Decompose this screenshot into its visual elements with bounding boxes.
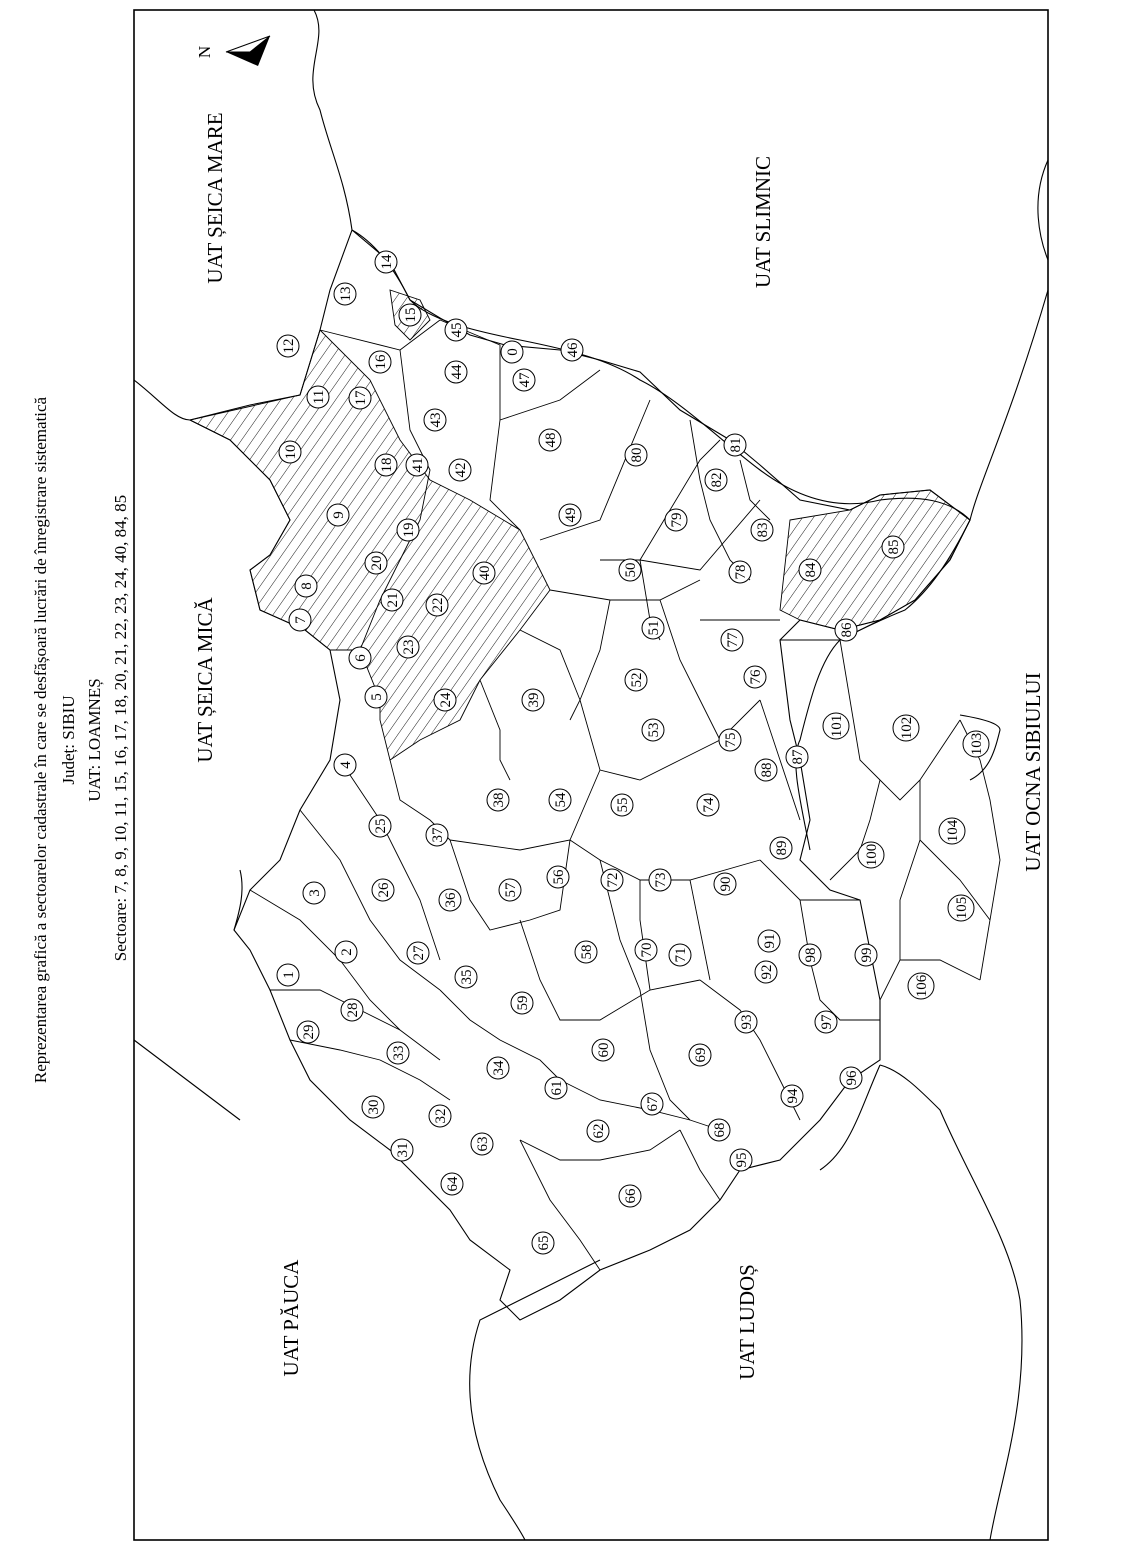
sector-number: 80: [629, 447, 645, 463]
sector-label: [669, 944, 691, 966]
sector-number: 49: [563, 507, 579, 523]
label-seica-mica: UAT ȘEICA MICĂ: [193, 597, 217, 763]
uat-label: UAT: LOAMNEȘ: [85, 678, 104, 802]
sector-label: [799, 559, 821, 581]
sector-number: 76: [748, 669, 764, 685]
sector-label: [499, 879, 521, 901]
sector-label: [391, 1139, 413, 1161]
sector-label: [823, 713, 849, 739]
neighbor-labels: [193, 112, 1045, 1379]
sector-label: [279, 441, 301, 463]
sector-label: [665, 509, 687, 531]
sector-label: [547, 866, 569, 888]
label-ludos: UAT LUDOȘ: [735, 1264, 759, 1380]
sector-label: [455, 966, 477, 988]
sector-number: 94: [785, 1088, 801, 1104]
sector-number: 50: [623, 562, 639, 578]
sector-labels: [277, 251, 989, 1254]
sector-label: [334, 283, 356, 305]
sector-number: 86: [839, 622, 855, 638]
sector-label: [855, 944, 877, 966]
sector-number: 46: [565, 342, 581, 358]
label-slimnic: UAT SLIMNIC: [751, 155, 775, 289]
sector-number: 104: [945, 819, 961, 843]
sector-label: [297, 1021, 319, 1043]
sector-label: [635, 939, 657, 961]
sector-label: [445, 361, 467, 383]
sector-number: 32: [433, 1108, 449, 1124]
sector-label: [755, 759, 777, 781]
sector-label: [295, 575, 317, 597]
sector-number: 29: [301, 1024, 317, 1040]
sector-label: [365, 552, 387, 574]
sector-label: [705, 469, 727, 491]
sector-number: 54: [553, 792, 569, 808]
sector-number: 78: [733, 564, 749, 580]
sector-label: [714, 873, 736, 895]
sector-number: 3: [307, 889, 323, 897]
sector-number: 51: [646, 620, 662, 636]
sector-number: 99: [859, 947, 875, 963]
sector-label: [641, 1093, 663, 1115]
sector-label: [559, 504, 581, 526]
sector-number: 102: [899, 716, 915, 740]
sector-label: [511, 992, 533, 1014]
sector-label: [587, 1120, 609, 1142]
map-frame: [134, 10, 1048, 1540]
sector-number: 28: [345, 1002, 361, 1018]
sector-number: 71: [673, 947, 689, 963]
sector-label: [487, 1057, 509, 1079]
sector-label: [642, 617, 664, 639]
sector-label: [882, 536, 904, 558]
sector-number: 95: [734, 1152, 750, 1168]
sector-number: 53: [646, 722, 662, 738]
sector-number: 27: [411, 945, 427, 961]
sector-label: [369, 351, 391, 373]
sector-number: 87: [790, 749, 806, 765]
sector-number: 61: [549, 1080, 565, 1096]
sector-label: [735, 1011, 757, 1033]
sector-number: 2: [339, 948, 355, 956]
sector-label: [429, 1105, 451, 1127]
sector-number: 96: [844, 1070, 860, 1086]
north-arrow-icon: [195, 36, 270, 66]
sector-label: [545, 1077, 567, 1099]
sector-label: [729, 561, 751, 583]
sector-number: 66: [623, 1188, 639, 1204]
sector-label: [349, 387, 371, 409]
sector-number: 17: [353, 390, 369, 406]
sector-number: 47: [517, 372, 533, 388]
sector-number: 56: [551, 869, 567, 885]
sector-label: [858, 842, 884, 868]
sector-number: 45: [449, 322, 465, 338]
sector-number: 92: [759, 964, 775, 980]
sector-number: 58: [579, 944, 595, 960]
sector-number: 70: [639, 942, 655, 958]
sector-number: 64: [445, 1176, 461, 1192]
sector-label: [397, 519, 419, 541]
sector-label: [375, 251, 397, 273]
sector-number: 106: [914, 974, 930, 998]
sector-label: [513, 369, 535, 391]
sector-label: [611, 794, 633, 816]
sector-label: [335, 941, 357, 963]
sector-number: 26: [376, 882, 392, 898]
sector-label: [289, 609, 311, 631]
sector-number: 34: [491, 1060, 507, 1076]
sector-label: [277, 964, 299, 986]
sector-number: 63: [475, 1136, 491, 1152]
sector-label: [948, 895, 974, 921]
sector-label: [406, 454, 428, 476]
sector-number: 10: [283, 444, 299, 460]
sector-label: [619, 559, 641, 581]
sector-number: 73: [653, 872, 669, 888]
map-header: [31, 396, 130, 1083]
sector-label: [893, 715, 919, 741]
sector-label: [625, 669, 647, 691]
sector-number: 21: [385, 592, 401, 608]
sector-label: [381, 589, 403, 611]
sector-number: 18: [379, 457, 395, 473]
sector-label: [539, 429, 561, 451]
sector-label: [799, 944, 821, 966]
sector-number: 79: [669, 512, 685, 528]
sector-label: [619, 1185, 641, 1207]
sector-number: 91: [762, 933, 778, 949]
sector-label: [341, 999, 363, 1021]
sector-number: 105: [954, 896, 970, 920]
sector-number: 6: [353, 654, 369, 662]
sector-number: 93: [739, 1014, 755, 1030]
sector-number: 69: [693, 1047, 709, 1063]
sector-label: [399, 304, 421, 326]
sector-label: [730, 1149, 752, 1171]
sector-label: [908, 973, 934, 999]
sector-label: [719, 729, 741, 751]
sector-number: 12: [281, 338, 297, 354]
sector-number: 5: [369, 693, 385, 701]
sector-label: [781, 1085, 803, 1107]
sector-label: [649, 869, 671, 891]
sector-label: [522, 689, 544, 711]
sector-label: [372, 879, 394, 901]
sector-label: [303, 882, 325, 904]
label-ocna-sibiului: UAT OCNA SIBIULUI: [1021, 672, 1045, 872]
sector-label: [592, 1039, 614, 1061]
sectors-list: Sectoare: 7, 8, 9, 10, 11, 15, 16, 17, 18, 20, 21, 22, 23, 24, 40, 84, 85: [111, 494, 130, 962]
sector-label: [365, 686, 387, 708]
sector-number: 52: [629, 672, 645, 688]
sector-label: [758, 930, 780, 952]
uat-boundaries: [134, 10, 1048, 1540]
sector-label: [532, 1232, 554, 1254]
label-seica-mare: UAT ȘEICA MARE: [203, 112, 227, 284]
sector-label: [397, 636, 419, 658]
sector-number: 41: [410, 457, 426, 473]
sector-number: 67: [645, 1096, 661, 1112]
sector-label: [575, 941, 597, 963]
sector-number: 22: [430, 597, 446, 613]
sector-number: 98: [803, 947, 819, 963]
sector-number: 74: [701, 797, 717, 813]
sector-label: [407, 942, 429, 964]
sector-label: [815, 1011, 837, 1033]
sector-label: [441, 1173, 463, 1195]
sector-label: [501, 341, 523, 363]
sector-number: 33: [391, 1045, 407, 1061]
sector-label: [561, 339, 583, 361]
sector-number: 40: [477, 565, 493, 581]
sector-number: 4: [338, 761, 354, 769]
sector-number: 7: [293, 616, 309, 624]
sector-number: 81: [728, 437, 744, 453]
sector-label: [744, 666, 766, 688]
sector-label: [369, 815, 391, 837]
county-label: Județ: SIBIU: [59, 695, 78, 785]
sector-label: [786, 746, 808, 768]
sector-label: [334, 754, 356, 776]
sector-number: 100: [864, 843, 880, 867]
sector-number: 39: [526, 692, 542, 708]
sector-number: 90: [718, 876, 734, 892]
sector-label: [840, 1067, 862, 1089]
sector-label: [387, 1042, 409, 1064]
sector-number: 15: [403, 307, 419, 323]
sector-label: [445, 319, 467, 341]
sector-label: [473, 562, 495, 584]
sector-label: [487, 789, 509, 811]
sector-number: 44: [449, 364, 465, 380]
sector-label: [601, 869, 623, 891]
sector-label: [471, 1133, 493, 1155]
sector-number: 89: [774, 840, 790, 856]
sector-label: [426, 824, 448, 846]
sector-number: 19: [401, 522, 417, 538]
sector-label: [697, 794, 719, 816]
sector-label: [434, 689, 456, 711]
sector-number: 48: [543, 432, 559, 448]
sector-number: 25: [373, 818, 389, 834]
label-pauca: UAT PĂUCA: [279, 1259, 303, 1377]
sector-number: 88: [759, 762, 775, 778]
sector-number: 60: [596, 1042, 612, 1058]
sector-number: 9: [331, 511, 347, 519]
sector-label: [424, 409, 446, 431]
sector-number: 62: [591, 1123, 607, 1139]
sector-label: [689, 1044, 711, 1066]
sector-number: 11: [311, 389, 327, 405]
sector-number: 8: [299, 582, 315, 590]
sector-number: 97: [819, 1014, 835, 1030]
sector-label: [755, 961, 777, 983]
sector-number: 68: [712, 1122, 728, 1138]
sector-label: [642, 719, 664, 741]
sector-number: 20: [369, 555, 385, 571]
sector-number: 31: [395, 1142, 411, 1158]
sector-number: 84: [803, 562, 819, 578]
sector-number: 59: [515, 995, 531, 1011]
sector-label: [327, 504, 349, 526]
sector-label: [277, 335, 299, 357]
sector-label: [449, 459, 471, 481]
sector-label: [721, 629, 743, 651]
sector-label: [439, 889, 461, 911]
map-title: Reprezentarea grafică a sectoarelor cadastrale în care se desfășoară lucrări de înregistrare sistematică: [31, 396, 50, 1084]
sector-number: 83: [755, 522, 771, 538]
sector-number: 85: [886, 539, 902, 555]
sector-label: [375, 454, 397, 476]
sector-label: [307, 386, 329, 408]
sector-label: [963, 731, 989, 757]
sector-number: 82: [709, 472, 725, 488]
sector-number: 75: [723, 732, 739, 748]
sector-number: 101: [829, 714, 845, 738]
sector-number: 36: [443, 892, 459, 908]
sector-number: 0: [505, 348, 521, 356]
sector-number: 103: [969, 732, 985, 756]
sector-label: [724, 434, 746, 456]
sector-number: 14: [379, 254, 395, 270]
sector-number: 13: [338, 286, 354, 302]
sector-number: 35: [459, 969, 475, 985]
sector-label: [362, 1096, 384, 1118]
sector-number: 72: [605, 872, 621, 888]
sector-label: [770, 837, 792, 859]
sector-number: 1: [281, 971, 297, 979]
sector-number: 77: [725, 632, 741, 648]
sector-number: 55: [615, 797, 631, 813]
sector-number: 43: [428, 412, 444, 428]
sector-label: [349, 647, 371, 669]
sector-number: 23: [401, 639, 417, 655]
sector-number: 37: [430, 827, 446, 843]
sector-label: [835, 619, 857, 641]
sector-number: 24: [438, 692, 454, 708]
sector-label: [751, 519, 773, 541]
sector-number: 65: [536, 1235, 552, 1251]
sector-label: [939, 818, 965, 844]
north-label: N: [195, 45, 214, 59]
sector-number: 57: [503, 882, 519, 898]
sector-number: 38: [491, 792, 507, 808]
sector-label: [708, 1119, 730, 1141]
sector-number: 16: [373, 354, 389, 370]
sector-label: [426, 594, 448, 616]
sector-number: 30: [366, 1099, 382, 1115]
sector-label: [625, 444, 647, 466]
sector-label: [549, 789, 571, 811]
sector-number: 42: [453, 462, 469, 478]
